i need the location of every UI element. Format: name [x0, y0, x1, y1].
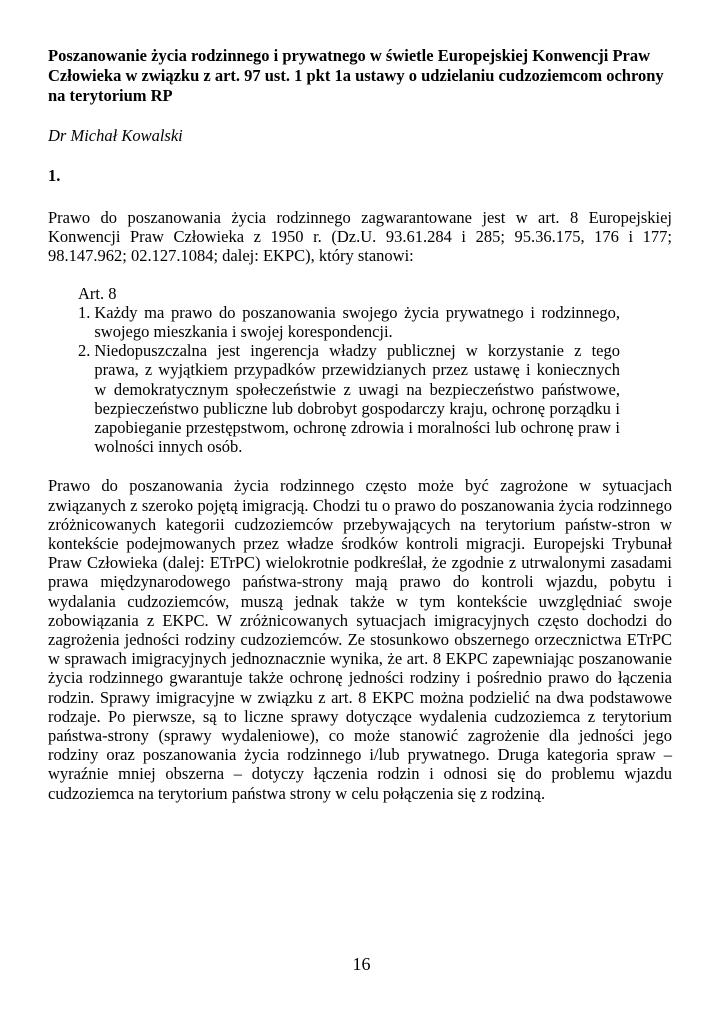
document-title: Poszanowanie życia rodzinnego i prywatnego w świetle Europejskiej Konwencji Praw Człowieka w związku z art. 97 ust. 1 pkt 1a ustawy o udzielaniu cudzoziemcom ochrony na terytorium RP: [48, 46, 664, 105]
quote-item-text: Niedopuszczalna jest ingerencja władzy publicznej w korzystanie z tego prawa, z wyjątkiem przypadków przewidzianych przez ustawę i koniecznych w demokratycznym społeczeństwie z uwagi na bezpieczeństwo państwowe, bezpieczeństwo publiczne lub dobrobyt gospodarczy kraju, ochronę porządku i zapobieganie przestępstwom, ochronę zdrowia i moralności lub ochronę praw i wolności innych osób.: [94, 341, 620, 457]
article-quote: [78, 284, 620, 457]
quote-item-number: 2.: [78, 341, 91, 361]
paragraph-main: Prawo do poszanowania życia rodzinnego często może być zagrożone w sytuacjach związanych z szeroko pojętą imigracją. Chodzi tu o prawo do poszanowania życia rodzinnego zróżnicowanych kategorii cudzoziemców przebywających na terytorium państw-stron w kontekście podejmowanych przez władze środków kontroli migracji. Europejski Trybunał Praw Człowieka (dalej: ETrPC) wielokrotnie podkreślał, że zgodnie z utrwalonymi zasadami prawa międzynarodowego państwa-strony mają prawo do kontroli wjazdu, pobytu i wydalania cudzoziemców, muszą jednak także w tym kontekście uwzględniać swoje zobowiązania z EKPC. W zróżnicowanych sytuacjach imigracyjnych często dochodzi do zagrożenia jedności rodziny cudzoziemców. Ze stosunkowo obszernego orzecznictwa ETrPC w sprawach imigracyjnych jednoznacznie wynika, że art. 8 EKPC zapewniając poszanowanie życia rodzinnego gwarantuje także ochronę jedności rodziny i pośrednio prawo do łączenia rodzin. Sprawy imigracyjne w związku z art. 8 EKPC można podzielić na dwa podstawowe rodzaje. Po pierwsze, są to liczne sprawy dotyczące wydalenia cudzoziemca z terytorium państwa-strony (sprawy wydaleniowe), co może stanowić zagrożenie dla jedności jego rodziny oraz poszanowania życia rodzinnego i/lub prywatnego. Druga kategoria spraw – wyraźnie mniej obszerna – dotyczy łączenia rodzin i odnosi się do problemu wjazdu cudzoziemca na terytorium państwa strony w celu połączenia się z rodziną.: [48, 476, 672, 803]
quote-item-text: Każdy ma prawo do poszanowania swojego życia prywatnego i rodzinnego, swojego mieszkania i swojej korespondencji.: [94, 302, 620, 342]
author-name: Dr Michał Kowalski: [48, 126, 183, 145]
quote-item-2: [78, 341, 620, 456]
quote-article-heading: Art. 8: [78, 283, 117, 303]
document-page: [48, 46, 672, 803]
quote-item-number: 1.: [78, 302, 91, 322]
page-number: 16: [352, 954, 371, 974]
paragraph-intro: Prawo do poszanowania życia rodzinnego zagwarantowane jest w art. 8 Europejskiej Konwencji Praw Człowieka z 1950 r. (Dz.U. 93.61.284 i 285; 95.36.175, 176 i 177; 98.147.962; 02.127.1084; dalej: EKPC), który stanowi:: [48, 208, 672, 266]
section-number: 1.: [48, 166, 61, 185]
quote-item-1: [78, 303, 620, 341]
